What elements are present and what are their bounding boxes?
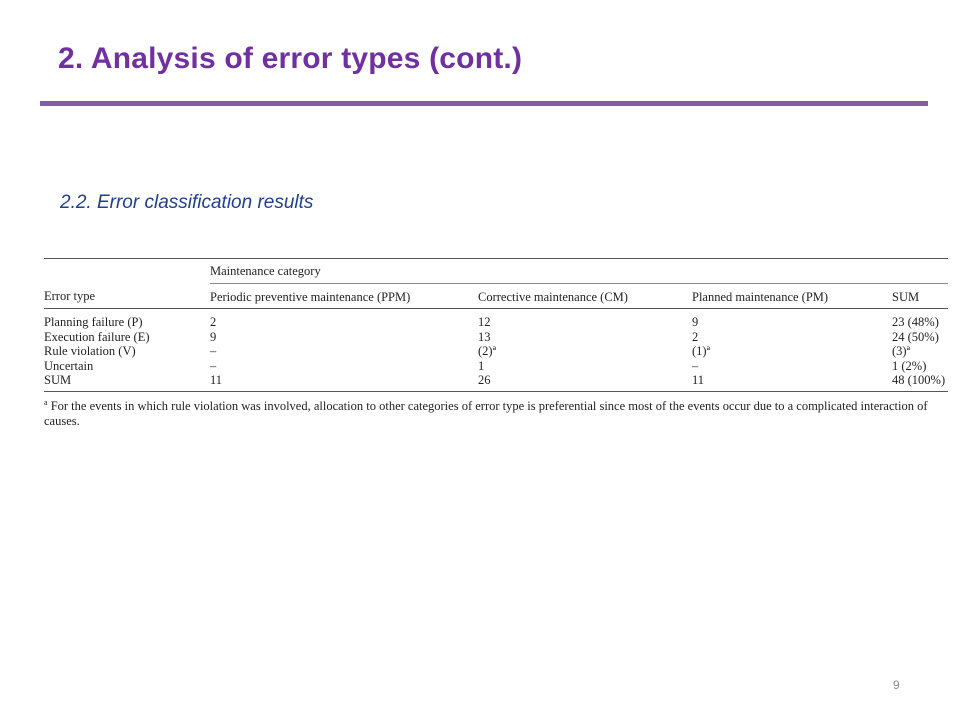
column-header: Error type	[44, 283, 210, 309]
classification-table-figure	[44, 258, 948, 429]
slide-title: 2. Analysis of error types (cont.)	[58, 42, 523, 75]
maintenance-category-header: Maintenance category	[210, 259, 948, 284]
table-cell: 11	[692, 373, 892, 391]
table-row	[44, 359, 948, 374]
table-cell: 2	[692, 329, 699, 344]
column-header: Periodic preventive maintenance (PPM)	[210, 283, 478, 309]
table-cell: (1)ª	[692, 344, 711, 358]
error-classification-table	[44, 258, 948, 392]
table-cell: 1	[478, 358, 485, 373]
table-cell: –	[692, 358, 699, 373]
table-category-row	[44, 259, 948, 284]
table-cell: 23 (48%)	[892, 315, 939, 329]
table-row	[44, 344, 948, 359]
table-row	[44, 330, 948, 345]
table-cell: 12	[478, 315, 491, 329]
table-cell: 48 (100%)	[892, 373, 948, 391]
table-cell: SUM	[44, 373, 210, 391]
column-header: Corrective maintenance (CM)	[478, 283, 692, 309]
table-cell: (2)ª	[478, 344, 497, 358]
table-cell: 2	[210, 315, 217, 329]
table-cell: 24 (50%)	[892, 329, 939, 344]
table-cell: Execution failure (E)	[44, 329, 150, 344]
table-cell: (3)ª	[892, 344, 911, 358]
table-cell: 1 (2%)	[892, 358, 927, 373]
footnote-text: For the events in which rule violation was involved, allocation to other categories of error type is preferential since most of the events occur due to a complicated interaction of causes.	[44, 398, 928, 428]
table-cell: 13	[478, 329, 491, 344]
table-row	[44, 373, 948, 391]
table-cell: –	[210, 358, 217, 373]
table-cell: 9	[692, 315, 699, 329]
table-footnote	[44, 395, 948, 429]
table-cell: 9	[210, 329, 217, 344]
table-cell: Rule violation (V)	[44, 344, 136, 358]
title-divider	[40, 101, 928, 106]
table-cell: Planning failure (P)	[44, 315, 143, 329]
table-cell: –	[210, 344, 217, 358]
column-header: Planned maintenance (PM)	[692, 283, 892, 309]
table-cell: Uncertain	[44, 358, 94, 373]
page-number: 9	[893, 678, 900, 692]
table-cell-empty	[44, 259, 210, 284]
table-row	[44, 309, 948, 330]
section-subtitle: 2.2. Error classification results	[60, 192, 314, 213]
column-header: SUM	[892, 283, 948, 309]
footnote-marker: a	[44, 397, 48, 407]
table-header-row	[44, 283, 948, 309]
table-cell: 11	[210, 373, 478, 391]
table-cell: 26	[478, 373, 692, 391]
